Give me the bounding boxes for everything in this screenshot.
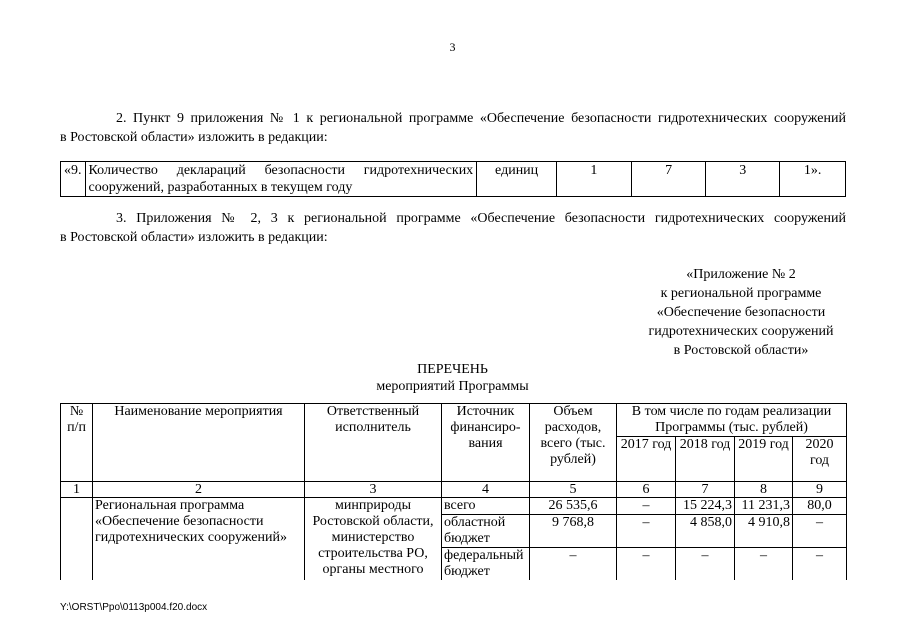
column-number: 1	[61, 482, 93, 498]
value-cell: 1	[557, 162, 632, 197]
paragraph-line: в Ростовской области» изложить в редакции:	[60, 230, 328, 245]
row-number-cell: «9.	[61, 162, 86, 197]
appendix-line: «Обеспечение безопасности	[656, 305, 826, 320]
appendix-line: «Приложение № 2	[686, 267, 796, 282]
appendix-heading	[610, 265, 872, 360]
column-number: 2	[93, 482, 305, 498]
header-executor: Ответственный исполнитель	[305, 404, 442, 482]
column-number: 7	[676, 482, 735, 498]
year-2020-cell: –	[793, 515, 847, 548]
value-cell: 3	[706, 162, 780, 197]
source-cell: областной бюджет	[442, 515, 530, 548]
year-2018-cell: 15 224,3	[676, 498, 735, 515]
year-2020-cell: 80,0	[793, 498, 847, 515]
header-volume: Объем расходов, всего (тыс. рублей)	[530, 404, 617, 482]
indicator-name-line: сооружений, разработанных в текущем году	[88, 180, 353, 195]
year-2019-cell: –	[735, 548, 793, 581]
year-2020-cell: –	[793, 548, 847, 581]
paragraph-line: 2. Пункт 9 приложения № 1 к региональной программе «Обеспечение безопасности гидротехнических сооружений	[116, 111, 846, 126]
year-2018-cell: –	[676, 548, 735, 581]
value-cell: 1».	[780, 162, 846, 197]
column-number: 4	[442, 482, 530, 498]
executor-cell: минприроды Ростовской области, министерство строительства РО, органы местного	[305, 498, 442, 581]
file-path-footer: Y:\ORST\Ppo\0113p004.f20.docx	[60, 602, 208, 613]
header-row	[61, 404, 847, 437]
indicator-row-table	[60, 161, 846, 197]
volume-cell: 26 535,6	[530, 498, 617, 515]
column-number: 3	[305, 482, 442, 498]
page-number: 3	[449, 40, 456, 54]
volume-cell: 9 768,8	[530, 515, 617, 548]
column-number-row	[61, 482, 847, 498]
header-source: Источник финансиро-вания	[442, 404, 530, 482]
header-year-2017: 2017 год	[617, 437, 676, 482]
year-2018-cell: 4 858,0	[676, 515, 735, 548]
column-number: 8	[735, 482, 793, 498]
unit-cell: единиц	[477, 162, 557, 197]
year-2019-cell: 11 231,3	[735, 498, 793, 515]
year-2017-cell: –	[617, 515, 676, 548]
year-2017-cell: –	[617, 548, 676, 581]
column-number: 6	[617, 482, 676, 498]
column-number: 9	[793, 482, 847, 498]
program-name-cell: Региональная программа «Обеспечение безопасности гидротехнических сооружений»	[93, 498, 305, 581]
header-year-2020: 2020 год	[793, 437, 847, 482]
paragraph-line: в Ростовской области» изложить в редакции:	[60, 130, 328, 145]
header-name: Наименование мероприятия	[93, 404, 305, 482]
volume-cell: –	[530, 548, 617, 581]
measures-table	[60, 403, 847, 580]
year-2017-cell: –	[617, 498, 676, 515]
paragraph-item-2	[60, 109, 846, 147]
appendix-line: к региональной программе	[660, 286, 822, 301]
appendix-line: гидротехнических сооружений	[648, 324, 834, 339]
paragraph-line: 3. Приложения № 2, 3 к региональной программе «Обеспечение безопасности гидротехнических сооружений	[116, 211, 846, 226]
source-cell: федеральный бюджет	[442, 548, 530, 581]
column-number: 5	[530, 482, 617, 498]
header-num: № п/п	[61, 404, 93, 482]
list-title: ПЕРЕЧЕНЬ	[417, 362, 488, 377]
table-row	[61, 498, 847, 515]
list-subtitle: мероприятий Программы	[376, 379, 529, 394]
row-number-cell	[61, 498, 93, 581]
year-2019-cell: 4 910,8	[735, 515, 793, 548]
paragraph-item-3	[60, 209, 846, 247]
header-year-2019: 2019 год	[735, 437, 793, 482]
source-cell: всего	[442, 498, 530, 515]
header-years-group: В том числе по годам реализации Программы (тыс. рублей)	[617, 404, 847, 437]
indicator-name-line: Количество деклараций безопасности гидротехнических	[88, 163, 474, 178]
table-row	[61, 162, 846, 197]
header-year-2018: 2018 год	[676, 437, 735, 482]
appendix-line: в Ростовской области»	[673, 343, 809, 358]
value-cell: 7	[631, 162, 706, 197]
indicator-name-cell	[85, 162, 477, 197]
